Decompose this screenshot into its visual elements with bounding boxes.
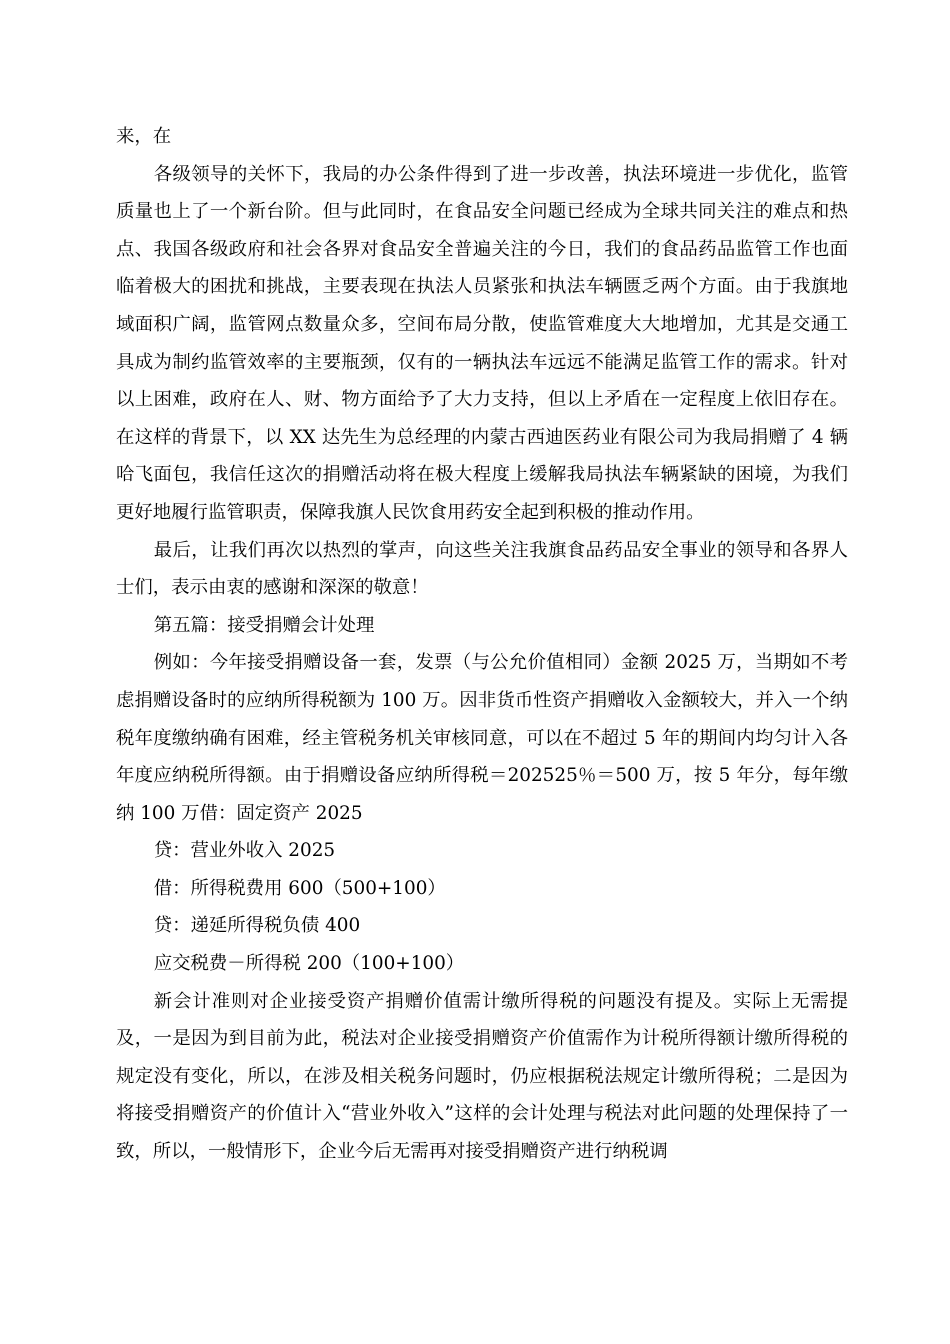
journal-entry-tax-payable: 应交税费－所得税 200（100+100） bbox=[153, 953, 465, 975]
journal-entry-debit-tax: 借：所得税费用 600（500+100） bbox=[153, 877, 446, 899]
paragraph-continuation: 来，在 bbox=[116, 126, 172, 147]
paragraph-explanation: 新会计准则对企业接受资产捐赠价值需计缴所得税的问题没有提及。实际上无需提及，一是因为到目前为此，税法对企业接受捐赠资产价值需作为计税所得额计缴所得税的规定没有变化，所以，在涉及相关税务问题时，仍应根据税法规定计缴所得税；二是因为将接受捐赠资产的价值计入“营业外收入”这样的会计处理与税法对此问题的处理保持了一致，所以，一般情形下，企业今后无需再对接受捐赠资产进行纳税调 bbox=[116, 990, 848, 1163]
section-heading: 第五篇：接受捐赠会计处理 bbox=[153, 614, 375, 636]
paragraph-closing: 最后，让我们再次以热烈的掌声，向这些关注我旗食品药品安全事业的领导和各界人士们，表示由衷的感谢和深深的敬意！ bbox=[116, 539, 848, 599]
paragraph-example: 例如：今年接受捐赠设备一套，发票（与公允价值相同）金额 2025 万，当期如不考虑捐赠设备时的应纳所得税额为 100 万。因非货币性资产捐赠收入金额较大，并入一个纳税年度缴纳确有困难，经主管税务机关审核同意，可以在不超过 5 年的期间内均匀计入各年度应纳税所得额。由于捐赠设备应纳所得税＝202525％＝500 万，按 5 年分，每年缴纳 100 万借：固定资产 2025 bbox=[116, 652, 848, 824]
document-page bbox=[116, 118, 848, 1171]
journal-entry-credit-deferred: 贷：递延所得税负债 400 bbox=[153, 915, 361, 937]
paragraph-body: 各级领导的关怀下，我局的办公条件得到了进一步改善，执法环境进一步优化，监管质量也上了一个新台阶。但与此同时，在食品安全问题已经成为全球共同关注的难点和热点、我国各级政府和社会各界对食品安全普遍关注的今日，我们的食品药品监管工作也面临着极大的困扰和挑战，主要表现在执法人员紧张和执法车辆匮乏两个方面。由于我旗地域面积广阔，监管网点数量众多，空间布局分散，使监管难度大大地增加，尤其是交通工具成为制约监管效率的主要瓶颈，仅有的一辆执法车远远不能满足监管工作的需求。针对以上困难，政府在人、财、物方面给予了大力支持，但以上矛盾在一定程度上依旧存在。在这样的背景下，以 XX 达先生为总经理的内蒙古西迪医药业有限公司为我局捐赠了 4 辆哈飞面包，我信任这次的捐赠活动将在极大程度上缓解我局执法车辆紧缺的困境，为我们更好地履行监管职责，保障我旗人民饮食用药安全起到积极的推动作用。 bbox=[116, 163, 848, 523]
journal-entry-credit-income: 贷：营业外收入 2025 bbox=[153, 840, 336, 862]
